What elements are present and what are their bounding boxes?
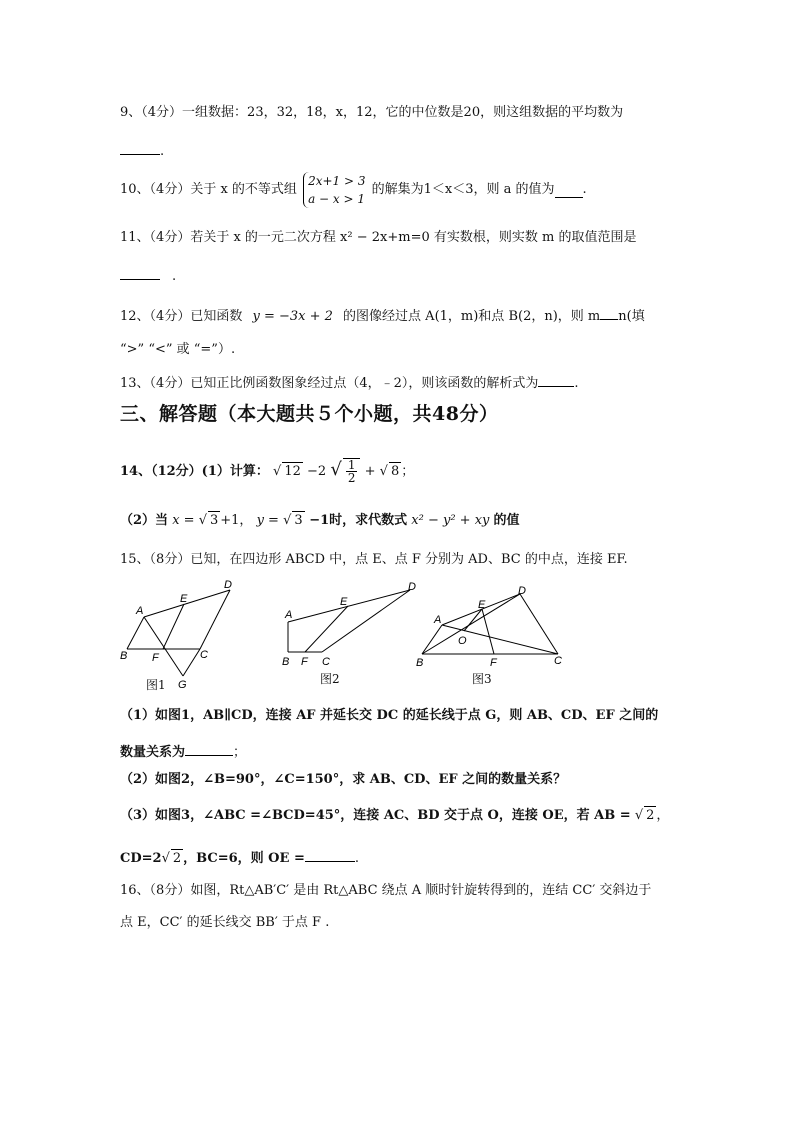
section-heading: 三、解答题（本大题共５个小题，共48分） <box>120 403 499 425</box>
question-12-options: “>” “<” 或 “=”）. <box>120 342 236 357</box>
question-15-text: 15、（8分）已知，在四边形 ABCD 中，点 E、点 F 分别为 AD、BC 的中点，连接 EF. <box>120 552 628 567</box>
sqrt-half <box>343 458 361 484</box>
q15-part3-line2: CD=2√ 2 ，BC=6，则 OE = . <box>120 847 359 868</box>
question-13-tail: . <box>574 376 579 391</box>
q15-part3-text-a: （3）如图3，∠ABC =∠BCD=45°，连接 AC、BD 交于点 O，连接 OE，若 AB = <box>120 808 631 823</box>
q15-part1-text: 数量关系为 <box>120 745 186 760</box>
inequality-2: a − x > 1 <box>308 192 365 206</box>
figure-2-caption: 图2 <box>320 672 340 686</box>
question-16-line1: 16、（8分）如图，Rt△AB′C′ 是由 Rt△ABC 绕点 A 顺时针旋转得到的，连结 CC′ 交斜边于 <box>120 883 652 898</box>
answer-blank[interactable] <box>555 183 583 198</box>
label-C: C <box>200 649 208 661</box>
label-D: D <box>518 585 526 597</box>
question-11-tail: . <box>172 269 177 284</box>
figure-2-diagram <box>280 578 425 688</box>
question-10-tail: . <box>582 182 587 197</box>
answer-blank[interactable] <box>120 140 160 155</box>
inequality-1: 2x+1 > 3 <box>308 174 366 188</box>
question-14-prefix: 14、（12分）(1）计算： <box>120 464 269 479</box>
question-10-suffix: 的解集为1＜x＜3，则 a 的值为 <box>371 182 555 197</box>
label-F: F <box>490 657 497 669</box>
question-16-line2: 点 E，CC′ 的延长线交 BB′ 于点 F . <box>120 915 330 930</box>
function-expression: y = −3x + 2 <box>252 309 333 324</box>
question-11 <box>120 229 636 247</box>
question-12 <box>120 305 645 326</box>
label-F: F <box>301 656 308 668</box>
question-14-tail: ； <box>401 464 415 479</box>
sqrt-3-x: 3 <box>209 513 219 528</box>
question-13 <box>120 372 579 393</box>
figure-1-caption: 图1 <box>146 678 166 692</box>
question-14: 14、（12分）(1）计算： √ 12 −2 √ $\frac{1}{2}$ + √ 8 ； <box>120 458 415 485</box>
fraction-numerator: 1 <box>347 458 356 472</box>
q15-part1-tail: ； <box>233 745 247 760</box>
answer-blank[interactable] <box>305 847 355 862</box>
sqrt-12: 12 <box>284 464 301 479</box>
question-10-prefix: 10、（4分）关于 x 的不等式组 <box>120 182 297 197</box>
plus-sign: + <box>364 464 376 479</box>
fraction-denominator: 2 <box>347 471 356 485</box>
inequality-system <box>303 172 365 208</box>
question-13-text: 13、（4分）已知正比例函数图象经过点（4，﹣2），则该函数的解析式为 <box>120 376 539 391</box>
figure-3-caption: 图3 <box>472 672 492 686</box>
label-B: B <box>120 650 128 662</box>
sqrt-8: 8 <box>390 464 400 479</box>
question-11-text: 11、（4分）若关于 x 的一元二次方程 x² − 2x+m=0 有实数根，则实数 m 的取值范围是 <box>120 230 637 245</box>
question-9-text: 9、（4分）一组数据：23，32，18，x，12，它的中位数是20，则这组数据的平均数为 <box>120 105 624 120</box>
q15-part3-cd: CD=2 <box>120 851 162 866</box>
sqrt-2-cd: 2 <box>172 851 182 866</box>
q15-part3-text-b: ， <box>656 808 670 823</box>
label-E: E <box>478 599 486 611</box>
figure-3-diagram <box>412 582 572 688</box>
question-10 <box>120 172 587 208</box>
q15-part1-line2 <box>120 741 246 762</box>
label-D: D <box>224 579 232 591</box>
question-11-answer-line <box>120 265 176 286</box>
figure-1-diagram <box>118 576 250 694</box>
question-12-line2 <box>120 341 235 359</box>
label-B: B <box>416 657 424 669</box>
minus-two: −2 <box>307 464 327 479</box>
label-C: C <box>322 656 330 668</box>
question-12-prefix: 12、（4分）已知函数 <box>120 309 243 324</box>
label-O: O <box>458 635 467 647</box>
label-B: B <box>282 656 290 668</box>
question-15 <box>120 551 628 569</box>
question-12-after: n(填 <box>618 309 645 324</box>
label-A: A <box>285 609 293 621</box>
q15-part3-bc: ，BC=6，则 OE = <box>183 851 305 866</box>
part2-end: 的值 <box>493 513 520 528</box>
q15-part3-tail: . <box>354 851 359 866</box>
answer-blank[interactable] <box>185 741 233 756</box>
question-9 <box>120 104 623 122</box>
figure-1 <box>118 576 250 694</box>
label-A: A <box>136 605 144 617</box>
answer-blank[interactable] <box>120 265 160 280</box>
figure-3 <box>412 582 572 688</box>
part2-label: （2）当 <box>120 513 169 528</box>
q15-part2: （2）如图2，∠B=90°，∠C=150°，求 AB、CD、EF 之间的数量关系？ <box>120 772 567 787</box>
label-E: E <box>340 596 348 608</box>
y-rest: −1时，求代数式 <box>304 513 408 528</box>
sqrt-3-y: 3 <box>294 513 303 528</box>
label-E: E <box>180 593 188 605</box>
y-label: y = <box>256 513 284 528</box>
answer-blank[interactable] <box>600 305 618 320</box>
algebraic-expression: x² − y² + xy <box>411 513 490 528</box>
label-G: G <box>178 679 187 691</box>
question-9-answer-line <box>120 140 164 161</box>
question-14-part2: （2）当 x = √ 3 +1， y = √ 3 −1时，求代数式 x² − y² + xy 的值 <box>120 513 520 528</box>
x-rest: +1， <box>220 513 253 528</box>
figure-2 <box>280 578 425 688</box>
sqrt-2-ab: 2 <box>646 808 655 823</box>
label-D: D <box>408 581 416 593</box>
answer-blank[interactable] <box>538 372 574 387</box>
label-C: C <box>554 655 562 667</box>
label-A: A <box>434 614 442 626</box>
q15-part3-line1: （3）如图3，∠ABC =∠BCD=45°，连接 AC、BD 交于点 O，连接 OE，若 AB = √ 2 ， <box>120 808 670 823</box>
question-12-middle: 的图像经过点 A(1，m)和点 B(2，n)，则 m <box>343 309 601 324</box>
label-F: F <box>152 652 159 664</box>
x-label: x = <box>172 513 199 528</box>
q15-part1-line1: （1）如图1，AB∥CD，连接 AF 并延长交 DC 的延长线于点 G，则 AB、CD、EF 之间的 <box>120 708 659 723</box>
question-9-tail: . <box>160 144 165 159</box>
